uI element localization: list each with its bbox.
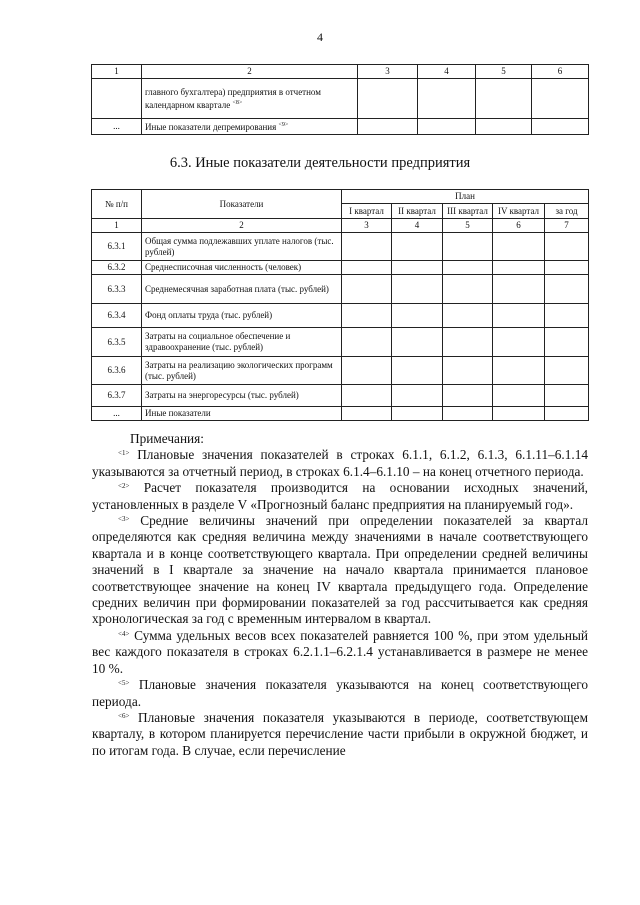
value-cell: [342, 233, 392, 261]
value-cell: [342, 357, 392, 385]
value-cell: [342, 328, 392, 357]
note-6: [92, 710, 588, 759]
value-cell: [392, 233, 443, 261]
header-cell: 5: [476, 65, 532, 79]
note-3: [92, 513, 588, 628]
note-text: Средние величины значений при определении показателей за квартал определяются как средняя величина между значениями в начале соответствующего квартала и в конце соответствующего квартала. При определении средней величины значений в I квартале за значение на начало квартала принимается плановое соответствующее значение на конец IV квартала предыдущего года. Определение средних величин при формировании показателей за год рассчитывается как средняя хронологическая за год с временным интервалом в квартал.: [92, 513, 589, 627]
note-2: [92, 480, 588, 513]
value-cell: [443, 261, 493, 275]
value-cell: [545, 357, 589, 385]
value-cell: [443, 357, 493, 385]
value-cell: [392, 357, 443, 385]
row-number: [92, 79, 142, 119]
index-cell: 3: [342, 219, 392, 233]
footnote-mark: <5>: [118, 679, 130, 688]
row-label: [142, 119, 358, 135]
row-label: Иные показатели: [142, 407, 342, 421]
value-cell: [532, 79, 589, 119]
row-text: Иные показатели депремирования: [145, 122, 277, 132]
value-cell: [418, 79, 476, 119]
value-cell: [418, 119, 476, 135]
row-label: Среднемесячная заработная плата (тыс. рублей): [142, 275, 342, 304]
value-cell: [493, 357, 545, 385]
notes-title: Примечания:: [130, 431, 204, 446]
note-1: [92, 447, 588, 480]
value-cell: [545, 275, 589, 304]
table-header-row: [92, 190, 589, 204]
row-label: Затраты на реализацию экологических программ (тыс. рублей): [142, 357, 342, 385]
section-title: 6.3. Иные показатели деятельности предприятия: [169, 155, 471, 171]
value-cell: [545, 385, 589, 407]
header-cell: 2: [142, 65, 358, 79]
row-label: Среднесписочная численность (человек): [142, 261, 342, 275]
value-cell: [493, 328, 545, 357]
header-cell: 3: [358, 65, 418, 79]
row-number: 6.3.7: [92, 385, 142, 407]
page-number: 4: [317, 30, 323, 44]
header-cell: 6: [532, 65, 589, 79]
row-number: 6.3.2: [92, 261, 142, 275]
value-cell: [545, 233, 589, 261]
footnote-mark: <2>: [118, 482, 130, 491]
note-5: [92, 677, 588, 710]
table-row: [92, 275, 589, 304]
value-cell: [493, 385, 545, 407]
row-label: Фонд оплаты труда (тыс. рублей): [142, 304, 342, 328]
row-label: Затраты на энергоресурсы (тыс. рублей): [142, 385, 342, 407]
table-row: [92, 304, 589, 328]
value-cell: [545, 407, 589, 421]
table-row: [92, 79, 589, 119]
value-cell: [342, 275, 392, 304]
value-cell: [443, 407, 493, 421]
value-cell: [493, 407, 545, 421]
value-cell: [342, 385, 392, 407]
table-row: [92, 119, 589, 135]
col-number-header: № п/п: [92, 190, 142, 219]
value-cell: [358, 79, 418, 119]
value-cell: [493, 304, 545, 328]
plan-col-header: IV квартал: [493, 204, 545, 219]
row-label: [142, 79, 358, 119]
header-cell: 4: [418, 65, 476, 79]
col-indicators-header: Показатели: [142, 190, 342, 219]
value-cell: [443, 328, 493, 357]
value-cell: [392, 261, 443, 275]
row-number: 6.3.6: [92, 357, 142, 385]
index-cell: 2: [142, 219, 342, 233]
table-row: [92, 357, 589, 385]
table-row: [92, 407, 589, 421]
footnote-mark: <6>: [118, 711, 130, 720]
row-label: Затраты на социальное обеспечение и здравоохранение (тыс. рублей): [142, 328, 342, 357]
value-cell: [443, 385, 493, 407]
note-text: Плановые значения показателей в строках 6.1.1, 6.1.2, 6.1.3, 6.1.11–6.1.14 указываются за отчетный период, в строках 6.1.4–6.1.10 – на конец отчетного периода.: [92, 447, 588, 479]
note-text: Плановые значения показателя указываются в периоде, соответствующем кварталу, в котором планируется перечисление части прибыли в окружной бюджет, и по итогам года. В случае, если перечисление: [92, 709, 588, 758]
footnote-mark: <9>: [278, 122, 289, 128]
indicators-table: [91, 189, 589, 421]
footnote-mark: <1>: [118, 449, 130, 458]
value-cell: [443, 275, 493, 304]
value-cell: [392, 328, 443, 357]
row-number: 6.3.3: [92, 275, 142, 304]
note-text: Плановые значения показателя указываются на конец соответствующего периода.: [92, 677, 588, 709]
value-cell: [476, 79, 532, 119]
value-cell: [493, 261, 545, 275]
row-text: главного бухгалтера) предприятия в отчетном календарном квартале: [145, 86, 321, 110]
value-cell: [342, 407, 392, 421]
footnote-mark: <8>: [232, 99, 243, 106]
value-cell: [392, 407, 443, 421]
index-cell: 1: [92, 219, 142, 233]
footnote-mark: <3>: [118, 515, 130, 524]
index-cell: 6: [493, 219, 545, 233]
index-row: [92, 219, 589, 233]
table-row: [92, 261, 589, 275]
value-cell: [342, 304, 392, 328]
header-cell: 1: [92, 65, 142, 79]
table-header-row: [92, 65, 589, 79]
index-cell: 4: [392, 219, 443, 233]
table-row: [92, 328, 589, 357]
table-row: [92, 385, 589, 407]
plan-col-header: за год: [545, 204, 589, 219]
note-text: Сумма удельных весов всех показателей равняется 100 %, при этом удельный вес каждого показателя в строках 6.2.1.1–6.2.1.4 устанавливается в размере не менее 10 %.: [92, 627, 588, 676]
value-cell: [532, 119, 589, 135]
value-cell: [493, 275, 545, 304]
value-cell: [545, 261, 589, 275]
value-cell: [392, 304, 443, 328]
value-cell: [443, 304, 493, 328]
index-cell: 7: [545, 219, 589, 233]
row-label: Общая сумма подлежавших уплате налогов (тыс. рублей): [142, 233, 342, 261]
notes-section: [92, 431, 588, 759]
value-cell: [493, 233, 545, 261]
row-number: 6.3.5: [92, 328, 142, 357]
value-cell: [392, 275, 443, 304]
value-cell: [476, 119, 532, 135]
note-text: Расчет показателя производится на основании исходных значений, установленных в разделе V «Прогнозный баланс предприятия на планируемый год».: [92, 480, 589, 512]
value-cell: [342, 261, 392, 275]
table-continuation: [91, 64, 589, 135]
value-cell: [545, 304, 589, 328]
plan-col-header: I квартал: [342, 204, 392, 219]
footnote-mark: <4>: [118, 629, 130, 638]
plan-header: План: [342, 190, 589, 204]
plan-col-header: III квартал: [443, 204, 493, 219]
row-number: ...: [92, 119, 142, 135]
value-cell: [545, 328, 589, 357]
index-cell: 5: [443, 219, 493, 233]
value-cell: [358, 119, 418, 135]
row-number: 6.3.4: [92, 304, 142, 328]
plan-col-header: II квартал: [392, 204, 443, 219]
value-cell: [443, 233, 493, 261]
note-4: [92, 628, 588, 677]
row-number: ...: [92, 407, 142, 421]
table-row: [92, 233, 589, 261]
value-cell: [392, 385, 443, 407]
row-number: 6.3.1: [92, 233, 142, 261]
